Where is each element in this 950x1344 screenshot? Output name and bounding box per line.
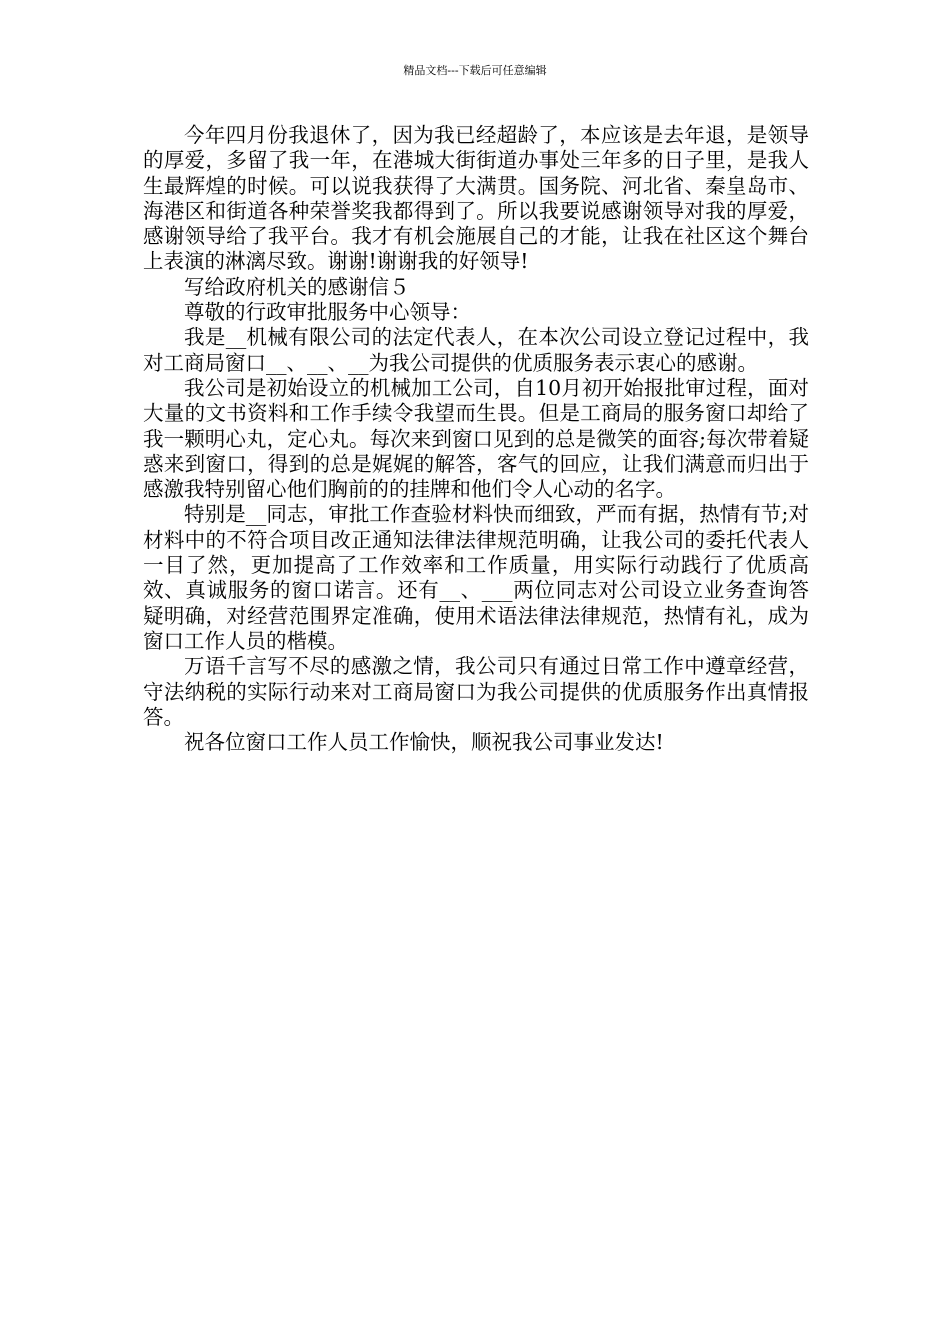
page-header: 精品文档---下载后可任意编辑	[403, 64, 547, 77]
paragraph-company-background: 我公司是初始设立的机械加工公司，自10月初开始报批审过程，面对大量的文书资料和工作手续令我望而生畏。但是工商局的服务窗口却给了我一颗明心丸，定心丸。每次来到窗口见到的总是微笑的面容;每次带着疑惑来到窗口，得到的总是娓娓的解答，客气的回应，让我们满意而归出于感激我特别留心他们胸前的的挂牌和他们令人心动的名字。	[143, 375, 809, 502]
paragraph-special-thanks: 特别是__同志，审批工作查验材料快而细致，严而有据，热情有节;对材料中的不符合项目改正通知法律法律规范明确，让我公司的委托代表人一目了然，更加提高了工作效率和工作质量，用实际行动践行了优质高效、真诚服务的窗口诺言。还有__、___两位同志对公司设立业务查询答疑明确，对经营范围界定准确，使用术语法律法律规范，热情有礼，成为窗口工作人员的楷模。	[143, 502, 809, 653]
paragraph-retirement-thanks: 今年四月份我退休了，因为我已经超龄了，本应该是去年退，是领导的厚爱，多留了我一年，在港城大街街道办事处三年多的日子里，是我人生最辉煌的时候。可以说我获得了大满贯。国务院、河北省、秦皇岛市、海港区和街道各种荣誉奖我都得到了。所以我要说感谢领导对我的厚爱，感谢领导给了我平台。我才有机会施展自己的才能，让我在社区这个舞台上表演的淋漓尽致。谢谢!谢谢我的好领导!	[143, 123, 809, 274]
paragraph-gratitude: 万语千言写不尽的感激之情，我公司只有通过日常工作中遵章经营，守法纳税的实际行动来对工商局窗口为我公司提供的优质服务作出真情报答。	[143, 654, 809, 729]
document-body	[143, 123, 809, 755]
paragraph-closing-wish: 祝各位窗口工作人员工作愉快，顺祝我公司事业发达!	[184, 730, 664, 755]
salutation: 尊敬的行政审批服务中心领导：	[184, 300, 471, 325]
section-title: 写给政府机关的感谢信５	[184, 274, 410, 299]
paragraph-introduction: 我是__机械有限公司的法定代表人，在本次公司设立登记过程中，我对工商局窗口__、__、__为我公司提供的优质服务表示衷心的感谢。	[143, 325, 809, 375]
